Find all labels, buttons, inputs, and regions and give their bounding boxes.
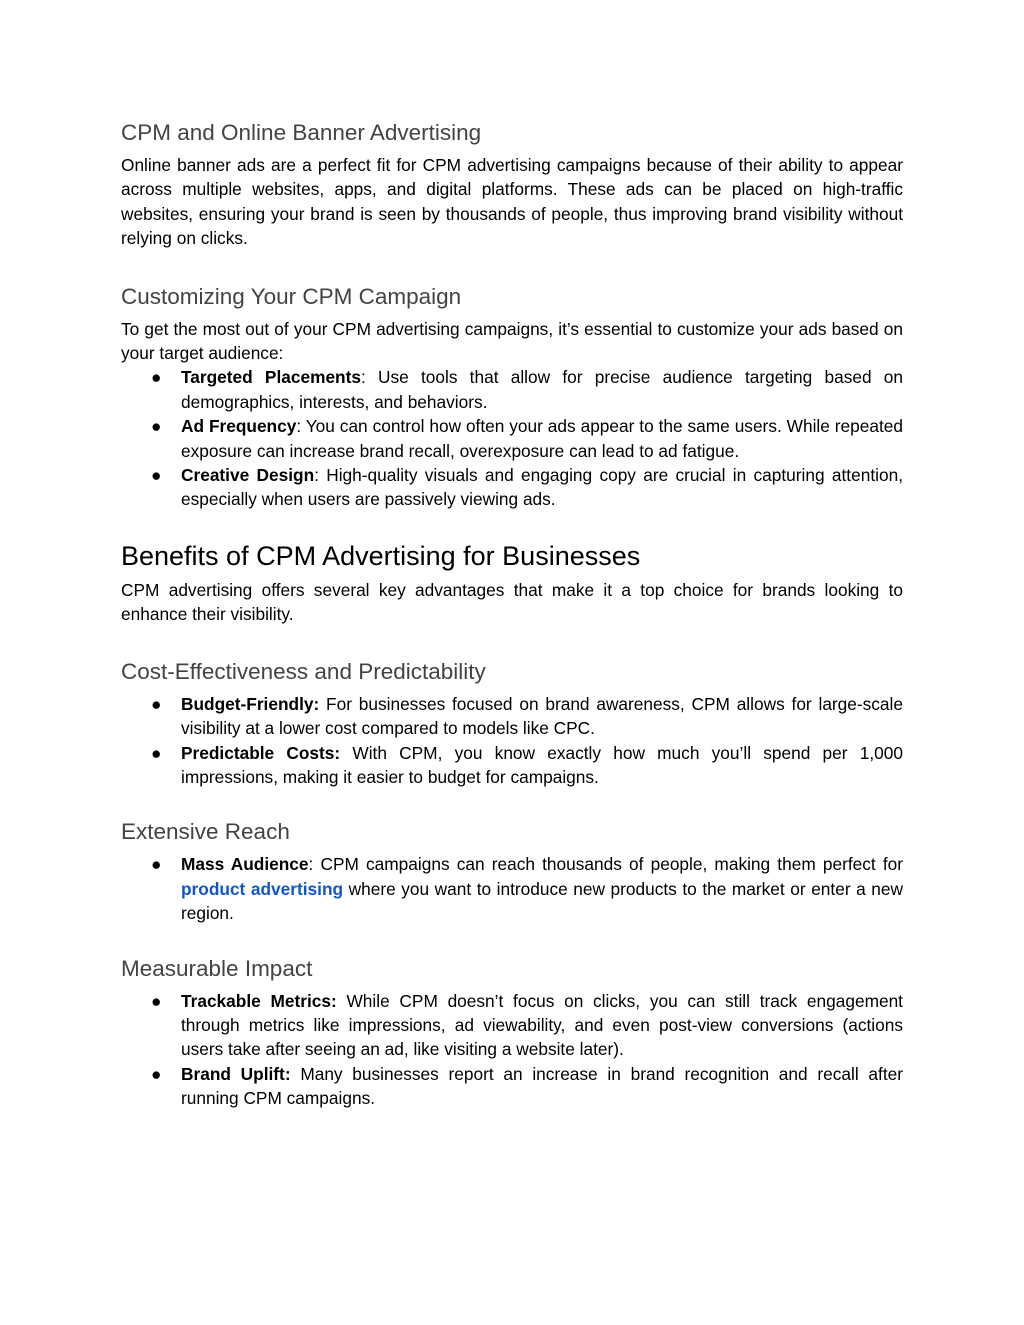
customizing-heading: Customizing Your CPM Campaign [121,283,462,309]
item-bold: Targeted Placements [181,367,361,388]
item-text: where you want to introduce new products to the market or enter a new region. [181,878,903,924]
product-advertising-link[interactable]: product advertising [181,878,344,899]
list-item [121,463,903,512]
list-item [121,989,903,1062]
document-page [121,116,903,1111]
bullet-icon: ● [151,990,162,1011]
reach-heading: Extensive Reach [121,819,290,845]
bullet-icon: ● [151,465,162,486]
banner-paragraph: Online banner ads are a perfect fit for CPM advertising campaigns because of their ability to appear across multiple websites, apps, and digital platforms. These ads can be placed on high-traffic websites, ensuring your brand is seen by thousands of people, thus improving brand visibility without relying on clicks. [121,155,903,249]
bullet-icon: ● [151,742,162,763]
customizing-list [121,365,903,511]
item-text: : High-quality visuals and engaging copy are crucial in capturing attention, especially when users are passively viewing ads. [181,465,903,510]
item-text: : You can control how often your ads appear to the same users. While repeated exposure can increase brand recall, overexposure can lead to ad fatigue. [181,416,904,461]
list-item [121,414,903,463]
item-bold: Mass Audience [181,854,309,875]
benefits-heading: Benefits of CPM Advertising for Businesses [121,540,641,571]
impact-heading: Measurable Impact [121,955,313,981]
list-item [121,1062,903,1111]
cost-list [121,692,903,790]
bullet-icon: ● [151,416,162,437]
item-bold: Ad Frequency [181,416,297,437]
bullet-icon: ● [151,854,162,875]
item-text: : Use tools that allow for precise audience targeting based on demographics, interests, and behaviors. [181,367,903,412]
impact-list [121,989,903,1111]
cost-heading: Cost-Effectiveness and Predictability [121,658,486,684]
bullet-icon: ● [151,693,162,714]
benefits-paragraph: CPM advertising offers several key advantages that make it a top choice for brands looking to enhance their visibility. [121,579,903,625]
item-text: While CPM doesn’t focus on clicks, you can still track engagement through metrics like impressions, ad viewability, and even post-view conversions (actions users take after seeing an ad, like visiting a website later). [181,990,903,1060]
item-bold: Creative Design [181,465,315,486]
item-bold: Trackable Metrics: [181,990,337,1011]
list-item [121,852,903,925]
item-text: : CPM campaigns can reach thousands of people, making them perfect for [308,854,904,875]
bullet-icon: ● [151,1063,162,1084]
item-bold: Brand Uplift: [181,1063,291,1084]
list-item [121,741,903,790]
list-item [121,365,903,414]
bullet-icon: ● [151,367,162,388]
item-text: For businesses focused on brand awareness, CPM allows for large-scale visibility at a lower cost compared to models like CPC. [181,693,903,739]
list-item [121,692,903,741]
reach-list [121,852,903,925]
item-text: Many businesses report an increase in brand recognition and recall after running CPM campaigns. [181,1063,903,1109]
item-bold: Budget-Friendly: [181,693,320,714]
banner-heading: CPM and Online Banner Advertising [121,120,482,145]
item-bold: Predictable Costs: [181,742,341,763]
item-text: With CPM, you know exactly how much you’ll spend per 1,000 impressions, making it easier to budget for campaigns. [181,742,903,787]
customizing-paragraph: To get the most out of your CPM advertising campaigns, it’s essential to customize your ads based on your target audience: [121,318,903,364]
